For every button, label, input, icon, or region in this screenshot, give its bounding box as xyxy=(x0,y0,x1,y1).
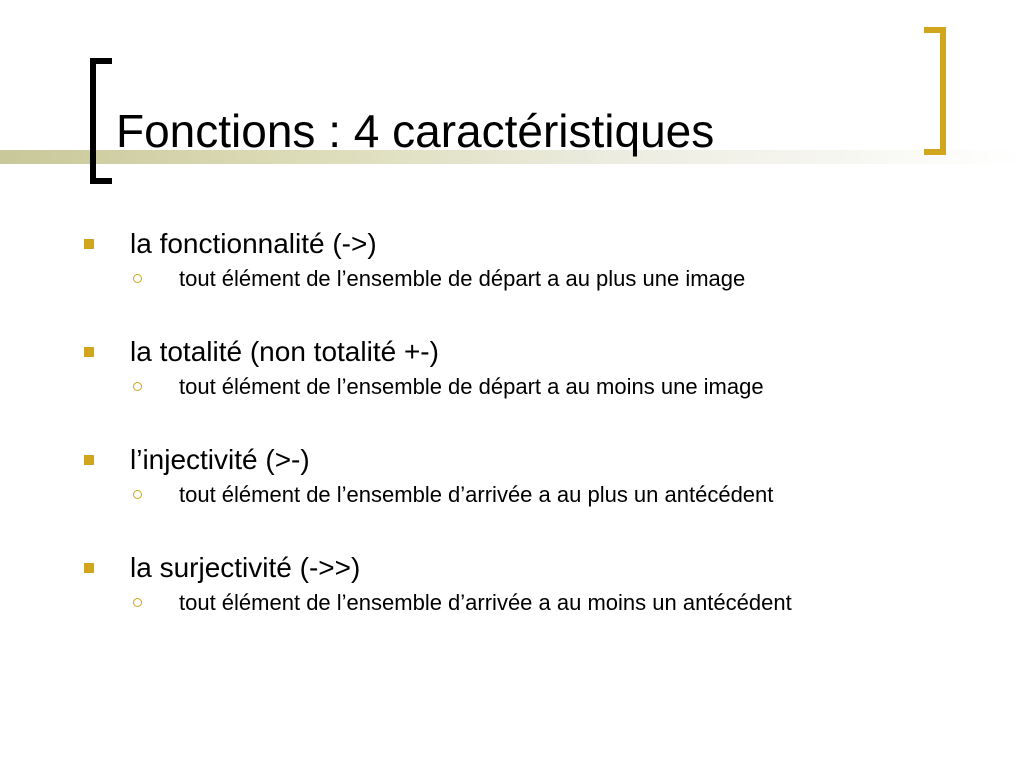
circle-bullet-icon xyxy=(133,382,142,391)
bullet-level1 xyxy=(82,332,1002,372)
left-bracket-decoration xyxy=(90,58,112,184)
square-bullet-icon xyxy=(84,347,94,357)
sub-bullet-text: tout élément de l’ensemble d’arrivée a au moins un antécédent xyxy=(179,590,792,615)
bullet-level2 xyxy=(82,372,1002,402)
bullet-text: la surjectivité (->>) xyxy=(130,552,361,583)
list-item xyxy=(82,332,1002,402)
bullet-text: la totalité (non totalité +-) xyxy=(130,336,439,367)
bullet-text: l’injectivité (>-) xyxy=(130,444,310,475)
bullet-level1 xyxy=(82,548,1002,588)
bullet-level2 xyxy=(82,588,1002,618)
circle-bullet-icon xyxy=(133,490,142,499)
list-item xyxy=(82,548,1002,618)
square-bullet-icon xyxy=(84,455,94,465)
bullet-level2 xyxy=(82,264,1002,294)
slide-title: Fonctions : 4 caractéristiques xyxy=(116,105,715,157)
sub-bullet-text: tout élément de l’ensemble d’arrivée a au plus un antécédent xyxy=(179,482,774,507)
bullet-text: la fonctionnalité (->) xyxy=(130,228,377,259)
circle-bullet-icon xyxy=(133,274,142,283)
sub-bullet-text: tout élément de l’ensemble de départ a au moins une image xyxy=(179,374,764,399)
bullet-level1 xyxy=(82,224,1002,264)
list-item xyxy=(82,224,1002,294)
bullet-level2 xyxy=(82,480,1002,510)
bullet-list xyxy=(82,224,1002,656)
right-bracket-decoration xyxy=(924,27,946,155)
bullet-level1 xyxy=(82,440,1002,480)
sub-bullet-text: tout élément de l’ensemble de départ a au plus une image xyxy=(179,266,746,291)
circle-bullet-icon xyxy=(133,598,142,607)
square-bullet-icon xyxy=(84,239,94,249)
list-item xyxy=(82,440,1002,510)
square-bullet-icon xyxy=(84,563,94,573)
